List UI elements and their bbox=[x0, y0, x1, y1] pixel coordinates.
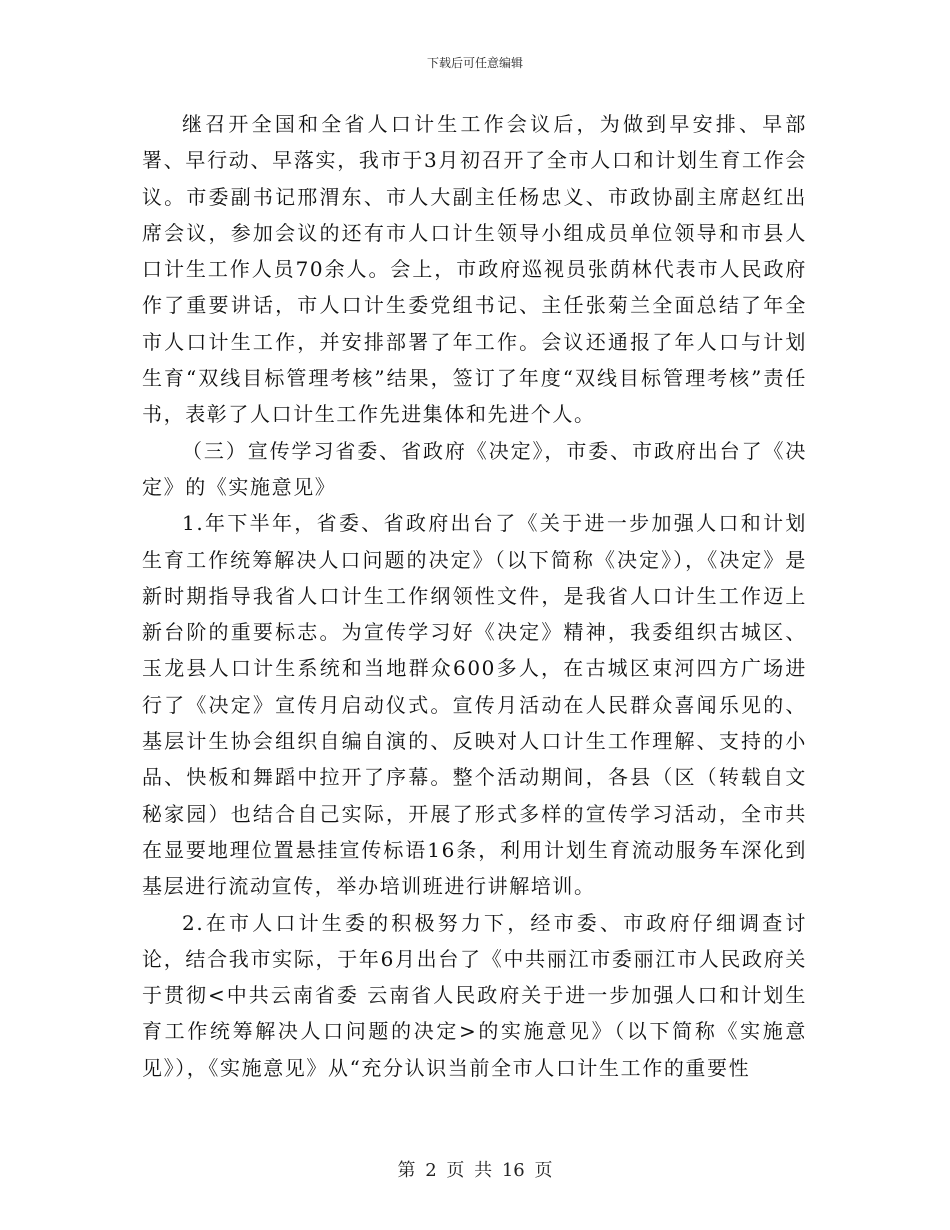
paragraph: 2.在市人口计生委的积极努力下，经市委、市政府仔细调查讨论，结合我市实际，于年6月出台了《中共丽江市委丽江市人民政府关于贯彻<中共云南省委 云南省人民政府关于进一步加强人口和计划生育工作统筹解决人口问题的决定>的实施意见》（以下简称《实施意见》），《实施意见》从“充分认识当前全市人口计生工作的重要性 bbox=[142, 910, 807, 1080]
page-number: 第 2 页 共 16 页 bbox=[397, 1160, 553, 1181]
paragraph: 继召开全国和全省人口计生工作会议后，为做到早安排、早部署、早行动、早落实，我市于3月初召开了全市人口和计划生育工作会议。市委副书记邢渭东、市人大副主任杨忠义、市政协副主席赵红出席会议，参加会议的还有市人口计生领导小组成员单位领导和市县人口计生工作人员70余人。会上，市政府巡视员张荫林代表市人民政府作了重要讲话，市人口计生委党组书记、主任张菊兰全面总结了年全市人口计生工作，并安排部署了年工作。会议还通报了年人口与计划生育“双线目标管理考核”结果，签订了年度“双线目标管理考核”责任书，表彰了人口计生工作先进集体和先进个人。 bbox=[142, 112, 807, 427]
section-heading: （三）宣传学习省委、省政府《决定》，市委、市政府出台了《决定》的《实施意见》 bbox=[142, 438, 807, 499]
document-body bbox=[142, 106, 807, 1086]
paragraph: 1.年下半年，省委、省政府出台了《关于进一步加强人口和计划生育工作统筹解决人口问题的决定》（以下简称《决定》），《决定》是新时期指导我省人口计生工作纲领性文件，是我省人口计生工作迈上新台阶的重要标志。为宣传学习好《决定》精神，我委组织古城区、玉龙县人口计生系统和当地群众600多人，在古城区束河四方广场进行了《决定》宣传月启动仪式。宣传月活动在人民群众喜闻乐见的、基层计生协会组织自编自演的、反映对人口计生工作理解、支持的小品、快板和舞蹈中拉开了序幕。整个活动期间，各县（区（转载自文秘家园）也结合自己实际，开展了形式多样的宣传学习活动，全市共在显要地理位置悬挂宣传标语16条，利用计划生育流动服务车深化到基层进行流动宣传，举办培训班进行讲解培训。 bbox=[142, 511, 807, 899]
page-header: 下载后可任意编辑 bbox=[426, 56, 523, 70]
